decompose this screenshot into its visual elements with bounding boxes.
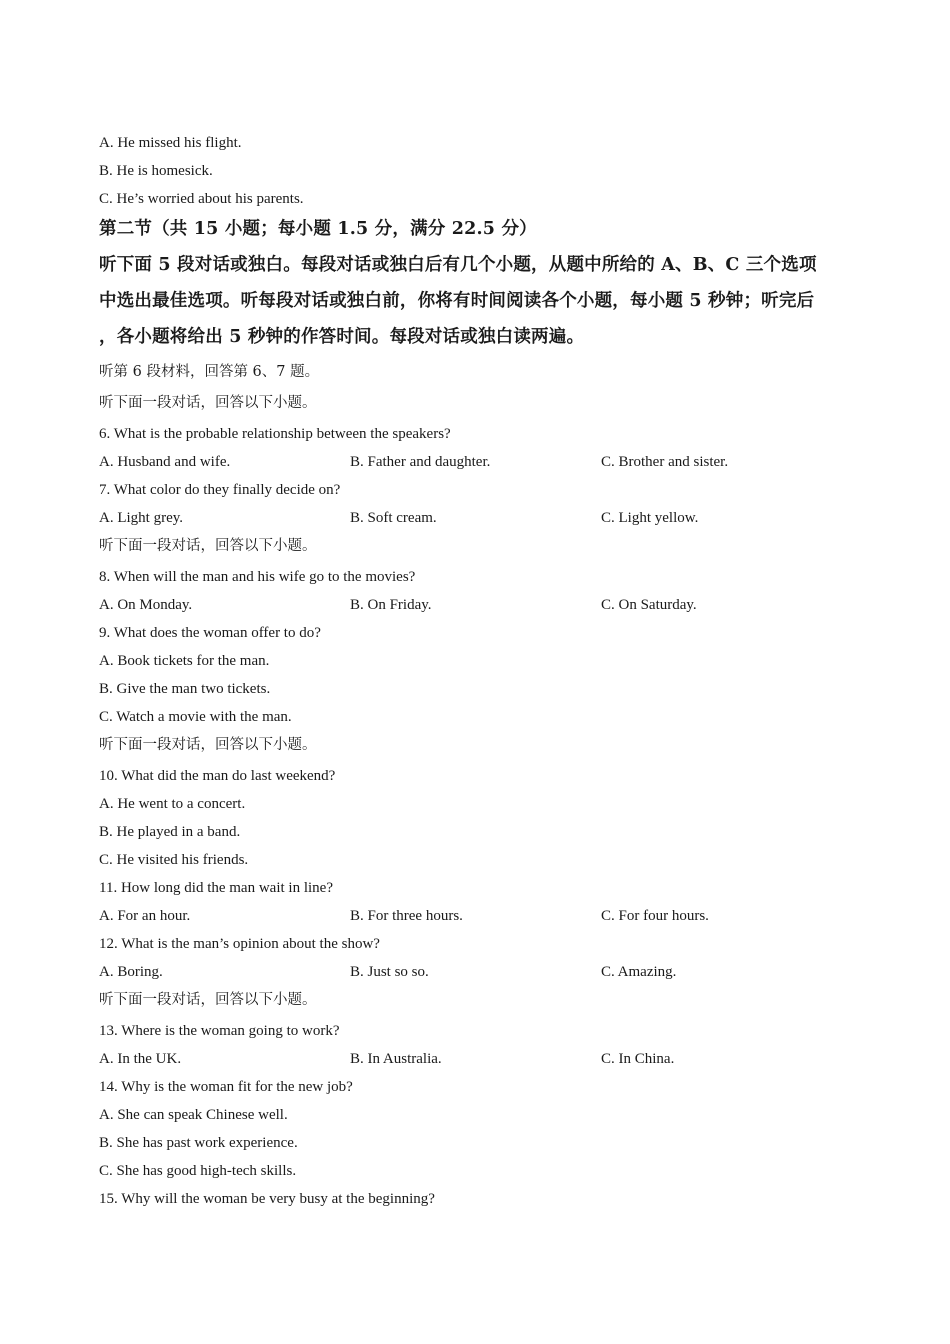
option-c: C. Amazing. (601, 964, 677, 980)
option-b: B. Soft cream. (350, 510, 437, 526)
option-b: B. On Friday. (350, 597, 432, 613)
question-13-options (99, 1049, 859, 1069)
question-9-option-c: C. Watch a movie with the man. (99, 709, 292, 725)
question-10-option-c: C. He visited his friends. (99, 852, 249, 868)
question-11-options (99, 906, 859, 926)
option-a: A. On Monday. (99, 597, 193, 613)
section-instruction-line-1: 听下面 5 段对话或独白。每段对话或独白后有几个小题，从题中所给的 A、B、C 三个选项 (99, 255, 817, 275)
option-a: A. Light grey. (99, 510, 184, 526)
question-6-options (99, 452, 859, 472)
option-a: A. Boring. (99, 964, 163, 980)
question-11: 11. How long did the man wait in line? (99, 880, 333, 896)
option-c: C. Light yellow. (601, 510, 699, 526)
option-b: B. For three hours. (350, 908, 463, 924)
prev-option-b: B. He is homesick. (99, 163, 213, 179)
question-8: 8. When will the man and his wife go to the movies? (99, 569, 416, 585)
question-12-options (99, 962, 859, 982)
question-7: 7. What color do they finally decide on? (99, 482, 341, 498)
prev-option-c: C. He’s worried about his parents. (99, 191, 304, 207)
option-a: A. Husband and wife. (99, 454, 231, 470)
dialogue-prompt: 听下面一段对话，回答以下小题。 (99, 737, 317, 753)
question-14-option-b: B. She has past work experience. (99, 1135, 298, 1151)
question-6: 6. What is the probable relationship between the speakers? (99, 426, 451, 442)
section-instruction-line-2: 中选出最佳选项。听每段对话或独白前，你将有时间阅读各个小题，每小题 5 秒钟；听完后 (99, 291, 815, 311)
option-c: C. Brother and sister. (601, 454, 729, 470)
option-a: A. In the UK. (99, 1051, 182, 1067)
question-7-options (99, 508, 859, 528)
question-14: 14. Why is the woman fit for the new job? (99, 1079, 353, 1095)
question-9-option-a: A. Book tickets for the man. (99, 653, 270, 669)
question-9-option-b: B. Give the man two tickets. (99, 681, 271, 697)
section-instruction-line-3: ，各小题将给出 5 秒钟的作答时间。每段对话或独白读两遍。 (99, 327, 585, 347)
question-15: 15. Why will the woman be very busy at the beginning? (99, 1191, 435, 1207)
material-6-note: 听第 6 段材料，回答第 6、7 题。 (99, 364, 320, 380)
question-13: 13. Where is the woman going to work? (99, 1023, 340, 1039)
question-10-option-a: A. He went to a concert. (99, 796, 246, 812)
prev-option-a: A. He missed his flight. (99, 135, 242, 151)
dialogue-prompt: 听下面一段对话，回答以下小题。 (99, 992, 317, 1008)
option-c: C. For four hours. (601, 908, 709, 924)
option-c: C. In China. (601, 1051, 675, 1067)
dialogue-prompt: 听下面一段对话，回答以下小题。 (99, 538, 317, 554)
question-8-options (99, 595, 859, 615)
option-b: B. Just so so. (350, 964, 429, 980)
question-9: 9. What does the woman offer to do? (99, 625, 321, 641)
question-10-option-b: B. He played in a band. (99, 824, 241, 840)
option-b: B. Father and daughter. (350, 454, 491, 470)
dialogue-prompt: 听下面一段对话，回答以下小题。 (99, 395, 317, 411)
section-title: 第二节（共 15 小题；每小题 1.5 分，满分 22.5 分） (99, 219, 537, 239)
question-12: 12. What is the man’s opinion about the show? (99, 936, 380, 952)
option-c: C. On Saturday. (601, 597, 697, 613)
option-a: A. For an hour. (99, 908, 191, 924)
question-14-option-a: A. She can speak Chinese well. (99, 1107, 288, 1123)
question-10: 10. What did the man do last weekend? (99, 768, 336, 784)
question-14-option-c: C. She has good high-tech skills. (99, 1163, 297, 1179)
option-b: B. In Australia. (350, 1051, 442, 1067)
